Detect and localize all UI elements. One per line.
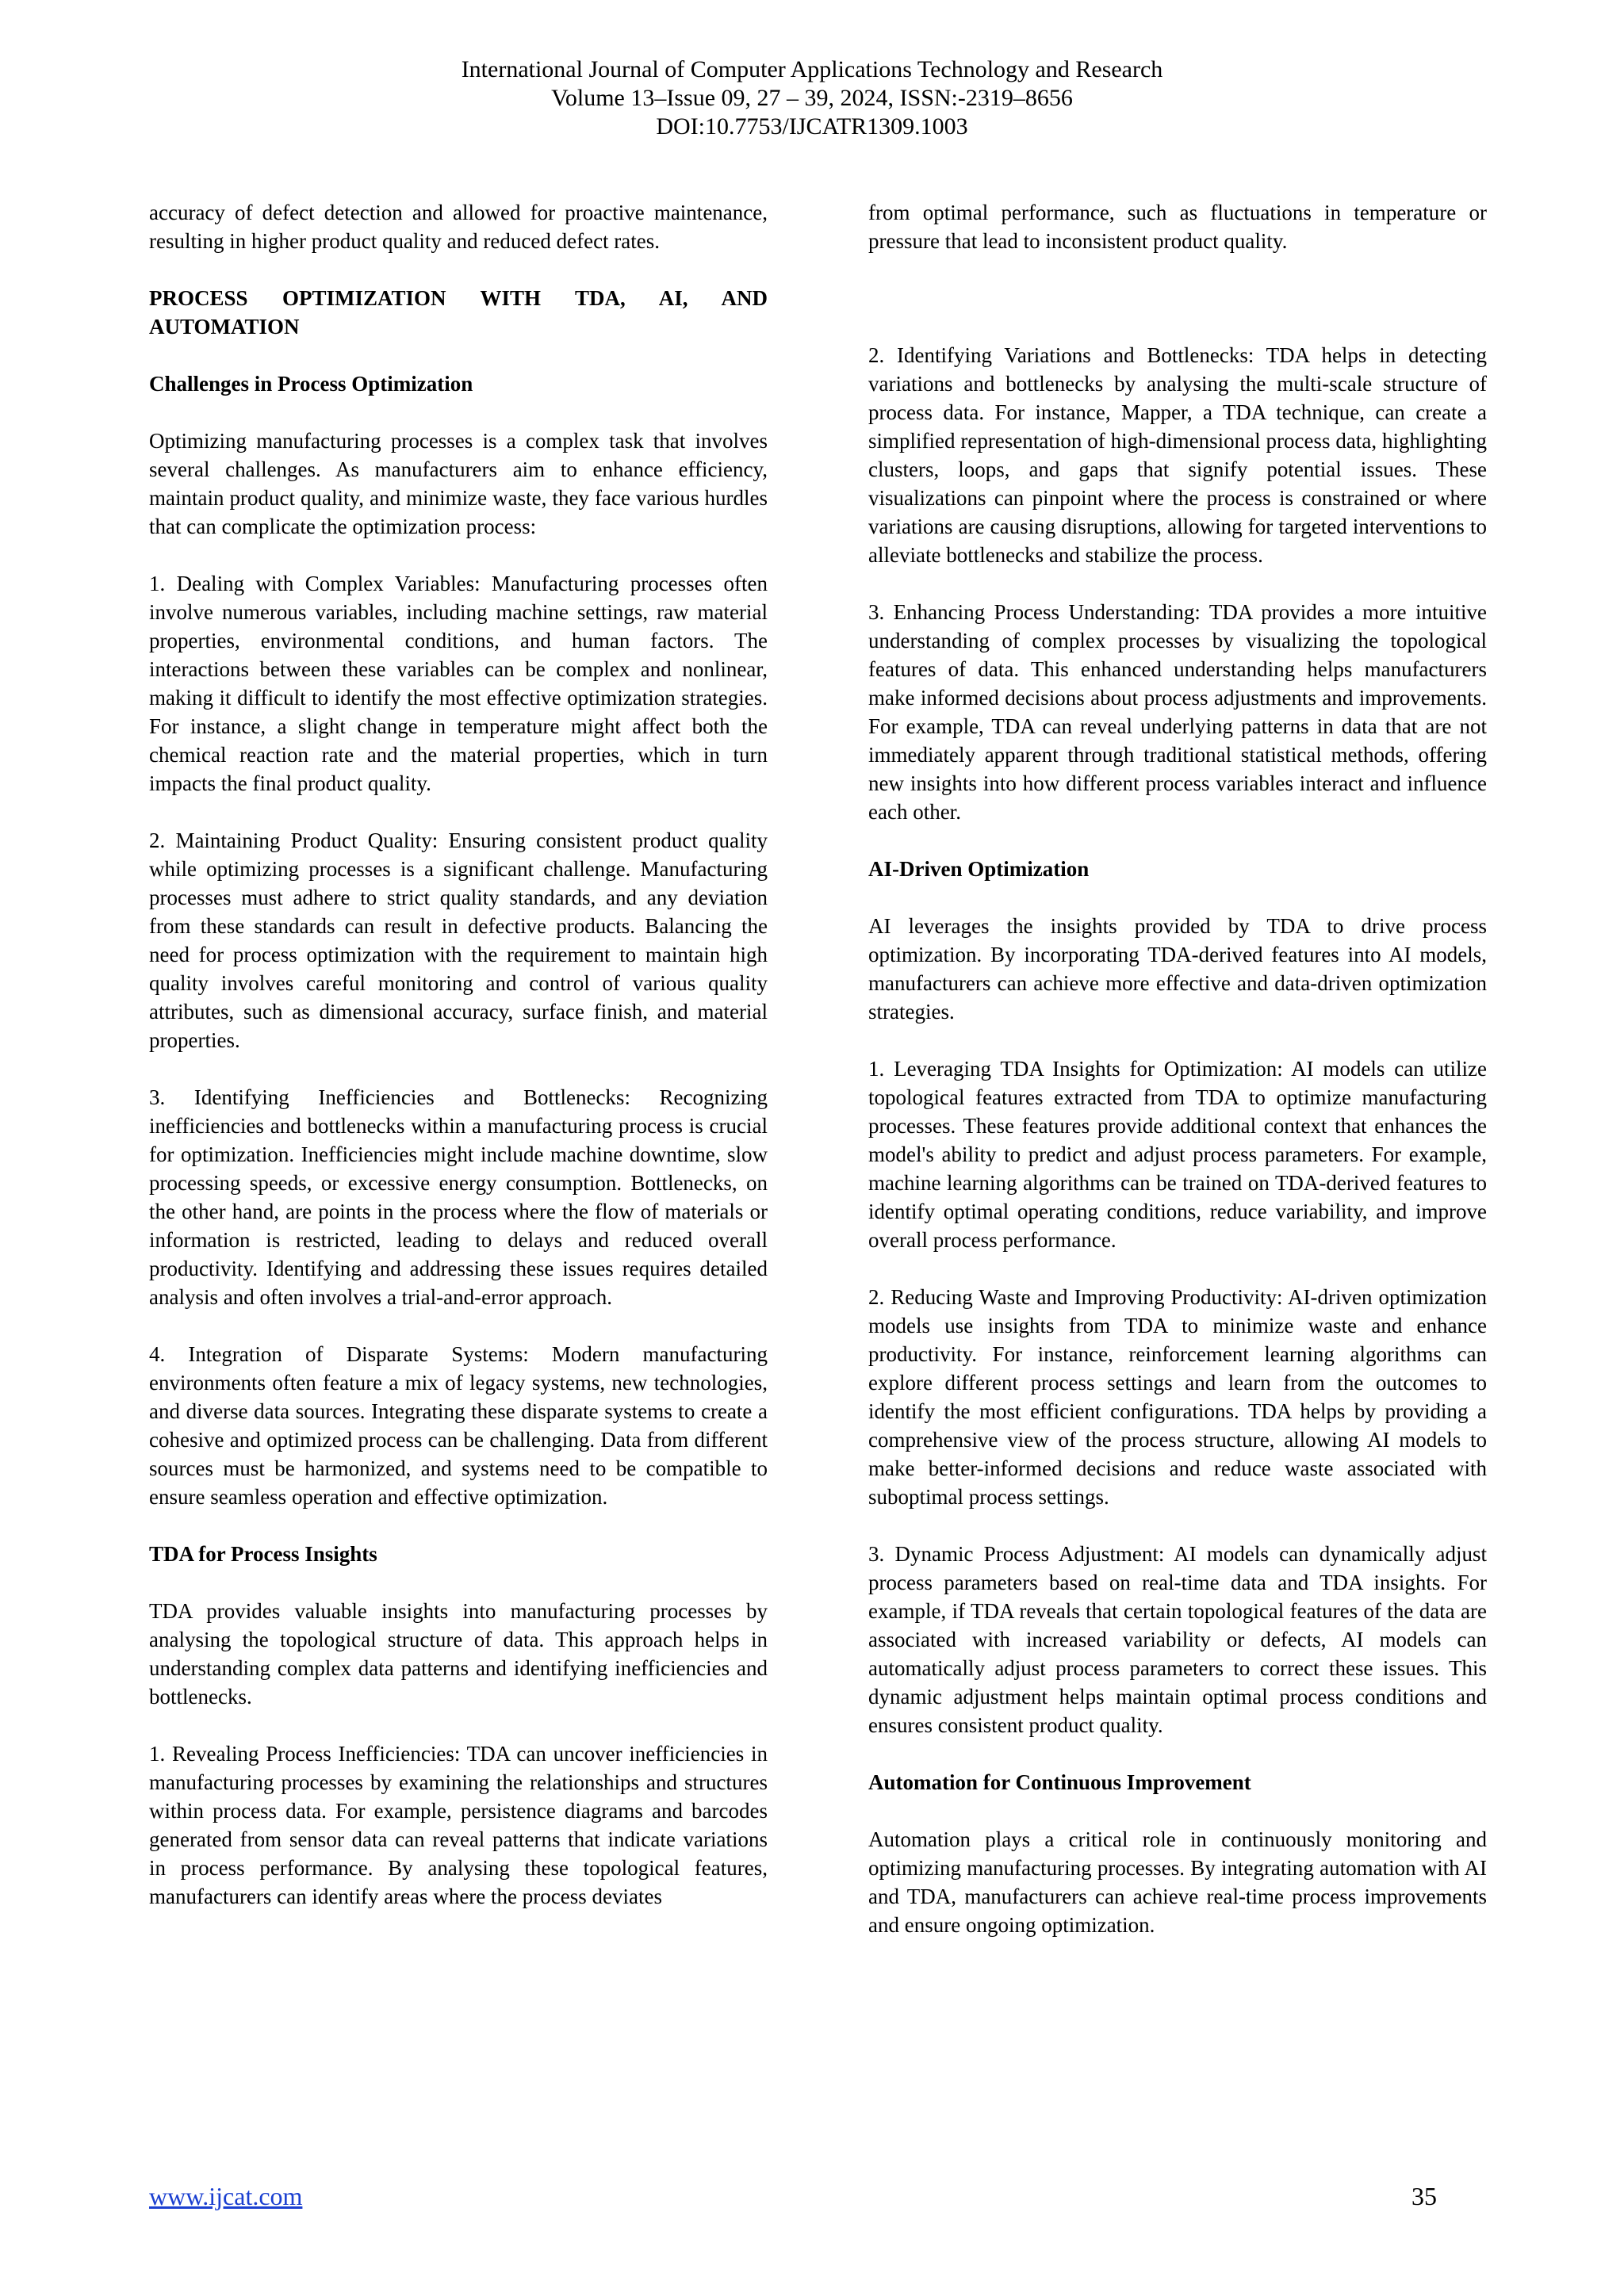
paragraph-item-1: 1. Dealing with Complex Variables: Manufacturing processes often involve numerous variables, including machine settings, raw material properties, environmental conditions, and human factors. The interactions between these variables can be complex and nonlinear, making it difficult to identify the most effective optimization strategies. For instance, a slight change in temperature might affect both the chemical reaction rate and the material properties, which in turn impacts the final product quality. xyxy=(149,572,768,795)
paragraph-tda: TDA provides valuable insights into manufacturing processes by analysing the topological structure of data. This approach helps in understanding complex data patterns and identifying inefficiencies and bottlenecks. xyxy=(149,1599,768,1709)
journal-volume: Volume 13–Issue 09, 27 – 39, 2024, ISSN:-2319–8656 xyxy=(551,85,1073,111)
paragraph-tda-1: 1. Revealing Process Inefficiencies: TDA can uncover inefficiencies in manufacturing processes by examining the relationships and structures within process data. For example, persistence diagrams and barcodes generated from sensor data can reveal patterns that indicate variations in process performance. By analysing these topological features, manufacturers can identify areas where the process deviates xyxy=(149,1742,768,1908)
paragraph-tda-3: 3. Enhancing Process Understanding: TDA provides a more intuitive understanding of complex processes by visualizing the topological features of data. This enhanced understanding helps manufacturers make informed decisions about process adjustments and improvements. For example, TDA can reveal underlying patterns in data that are not immediately apparent through traditional statistical methods, offering new insights into how different process variables interact and influence each other. xyxy=(868,600,1487,824)
paragraph-ai-3: 3. Dynamic Process Adjustment: AI models can dynamically adjust process parameters based on real-time data and TDA insights. For example, if TDA reveals that certain topological features of the data are associated with increased variability or defects, AI models can automatically adjust process parameters to correct these issues. This dynamic adjustment helps maintain optimal process conditions and ensures consistent product quality. xyxy=(868,1542,1487,1737)
section-title: PROCESS OPTIMIZATION WITH TDA, AI, AND AUTOMATION xyxy=(149,286,768,339)
paragraph-continuation: from optimal performance, such as fluctuations in temperature or pressure that lead to inconsistent product quality. xyxy=(868,201,1487,253)
paragraph-item-2: 2. Maintaining Product Quality: Ensuring consistent product quality while optimizing processes is a significant challenge. Manufacturing processes must adhere to strict quality standards, and any deviation from these standards can result in defective products. Balancing the need for process optimization with the requirement to maintain high quality involves careful monitoring and control of various quality attributes, such as dimensional accuracy, surface finish, and material properties. xyxy=(149,828,768,1052)
journal-title: International Journal of Computer Applications Technology and Research xyxy=(461,56,1163,82)
subheading-automation: Automation for Continuous Improvement xyxy=(868,1770,1251,1794)
paragraph-ai-2: 2. Reducing Waste and Improving Productivity: AI-driven optimization models use insights from TDA to minimize waste and enhance productivity. For instance, reinforcement learning algorithms can explore different process settings and learn from the outcomes to identify the most efficient configurations. TDA helps by providing a comprehensive view of the process structure, allowing AI models to make better-informed decisions and reduce waste associated with suboptimal process settings. xyxy=(868,1285,1487,1509)
left-column xyxy=(149,198,768,1939)
paragraph-challenges: Optimizing manufacturing processes is a complex task that involves several challenges. As manufacturers aim to enhance efficiency, maintain product quality, and minimize waste, they face various hurdles that can complicate the optimization process: xyxy=(149,429,768,538)
page-header xyxy=(0,55,1624,141)
paragraph-tda-2: 2. Identifying Variations and Bottlenecks: TDA helps in detecting variations and bottlenecks by analysing the multi-scale structure of process data. For instance, Mapper, a TDA technique, can create a simplified representation of high-dimensional process data, highlighting clusters, loops, and gaps that signify potential issues. These visualizations can pinpoint where the process is constrained or where variations are causing disruptions, allowing for targeted interventions to alleviate bottlenecks and stabilize the process. xyxy=(868,343,1487,567)
subheading-challenges: Challenges in Process Optimization xyxy=(149,372,473,396)
paragraph-automation: Automation plays a critical role in continuously monitoring and optimizing manufacturing processes. By integrating automation with AI and TDA, manufacturers can achieve real-time process improvements and ensure ongoing optimization. xyxy=(868,1827,1487,1937)
paragraph-ai-1: 1. Leveraging TDA Insights for Optimization: AI models can utilize topological features extracted from TDA to optimize manufacturing processes. These features provide additional context that enhances the model's ability to predict and adjust process parameters. For example, machine learning algorithms can be trained on TDA-derived features to identify optimal operating conditions, reduce variability, and improve overall process performance. xyxy=(868,1057,1487,1252)
journal-doi: DOI:10.7753/IJCATR1309.1003 xyxy=(656,113,968,140)
paragraph-item-4: 4. Integration of Disparate Systems: Modern manufacturing environments often feature a mix of legacy systems, new technologies, and diverse data sources. Integrating these disparate systems to create a cohesive and optimized process can be challenging. Data from different sources must be harmonized, and systems need to be compatible to ensure seamless operation and effective optimization. xyxy=(149,1342,768,1509)
footer-website-link[interactable]: www.ijcat.com xyxy=(149,2182,303,2210)
column-spacer xyxy=(868,284,1487,341)
paragraph-item-3: 3. Identifying Inefficiencies and Bottlenecks: Recognizing inefficiencies and bottlenecks within a manufacturing process is crucial for optimization. Inefficiencies might include machine downtime, slow processing speeds, or excessive energy consumption. Bottlenecks, on the other hand, are points in the process where the flow of materials or information is restricted, leading to delays and reduced overall productivity. Identifying and addressing these issues requires detailed analysis and often involves a trial-and-error approach. xyxy=(149,1085,768,1309)
right-column xyxy=(868,198,1487,1968)
paragraph-intro: accuracy of defect detection and allowed for proactive maintenance, resulting in higher product quality and reduced defect rates. xyxy=(149,201,768,253)
subheading-tda: TDA for Process Insights xyxy=(149,1542,377,1566)
subheading-ai: AI-Driven Optimization xyxy=(868,857,1090,881)
page-number: 35 xyxy=(1411,2182,1437,2210)
paragraph-ai: AI leverages the insights provided by TDA to drive process optimization. By incorporating TDA-derived features into AI models, manufacturers can achieve more effective and data-driven optimization strategies. xyxy=(868,914,1487,1024)
